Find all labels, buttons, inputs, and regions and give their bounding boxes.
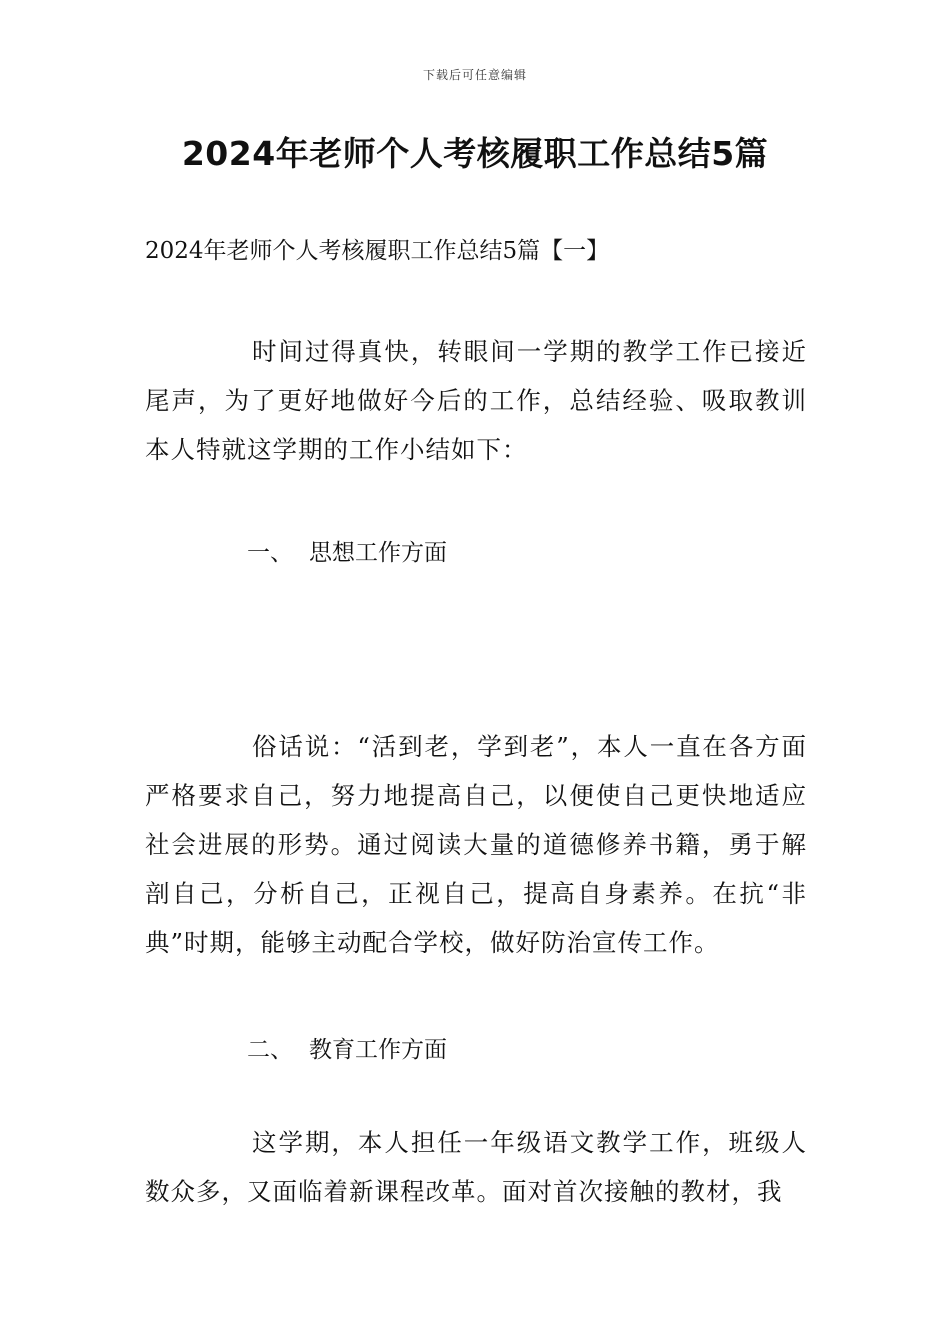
- section-number: 一、: [247, 540, 293, 566]
- header-note: 下载后可任意编辑: [422, 68, 527, 82]
- education-paragraph: 这学期，本人担任一年级语文教学工作，班级人数众多，又面临着新课程改革。面对首次接触的教材，我: [145, 1128, 807, 1206]
- section-heading-2: [247, 1031, 447, 1064]
- intro-paragraph: 时间过得真快，转眼间一学期的教学工作已接近尾声，为了更好地做好今后的工作，总结经验、吸取教训本人特就这学期的工作小结如下：: [145, 337, 807, 464]
- section-subtitle: 2024年老师个人考核履职工作总结5篇【一】: [145, 238, 610, 264]
- document-title: 2024年老师个人考核履职工作总结5篇: [181, 134, 769, 173]
- section-number: 二、: [247, 1037, 293, 1063]
- thought-paragraph: 俗话说：“活到老，学到老”，本人一直在各方面严格要求自己，努力地提高自己，以便使自己更快地适应社会进展的形势。通过阅读大量的道德修养书籍，勇于解剖自己，分析自己，正视自己，提高自身素养。在抗“非典”时期，能够主动配合学校，做好防治宣传工作。: [145, 732, 807, 957]
- section-title: 思想工作方面: [309, 540, 447, 566]
- section-title: 教育工作方面: [309, 1037, 447, 1063]
- section-heading-1: [247, 534, 447, 567]
